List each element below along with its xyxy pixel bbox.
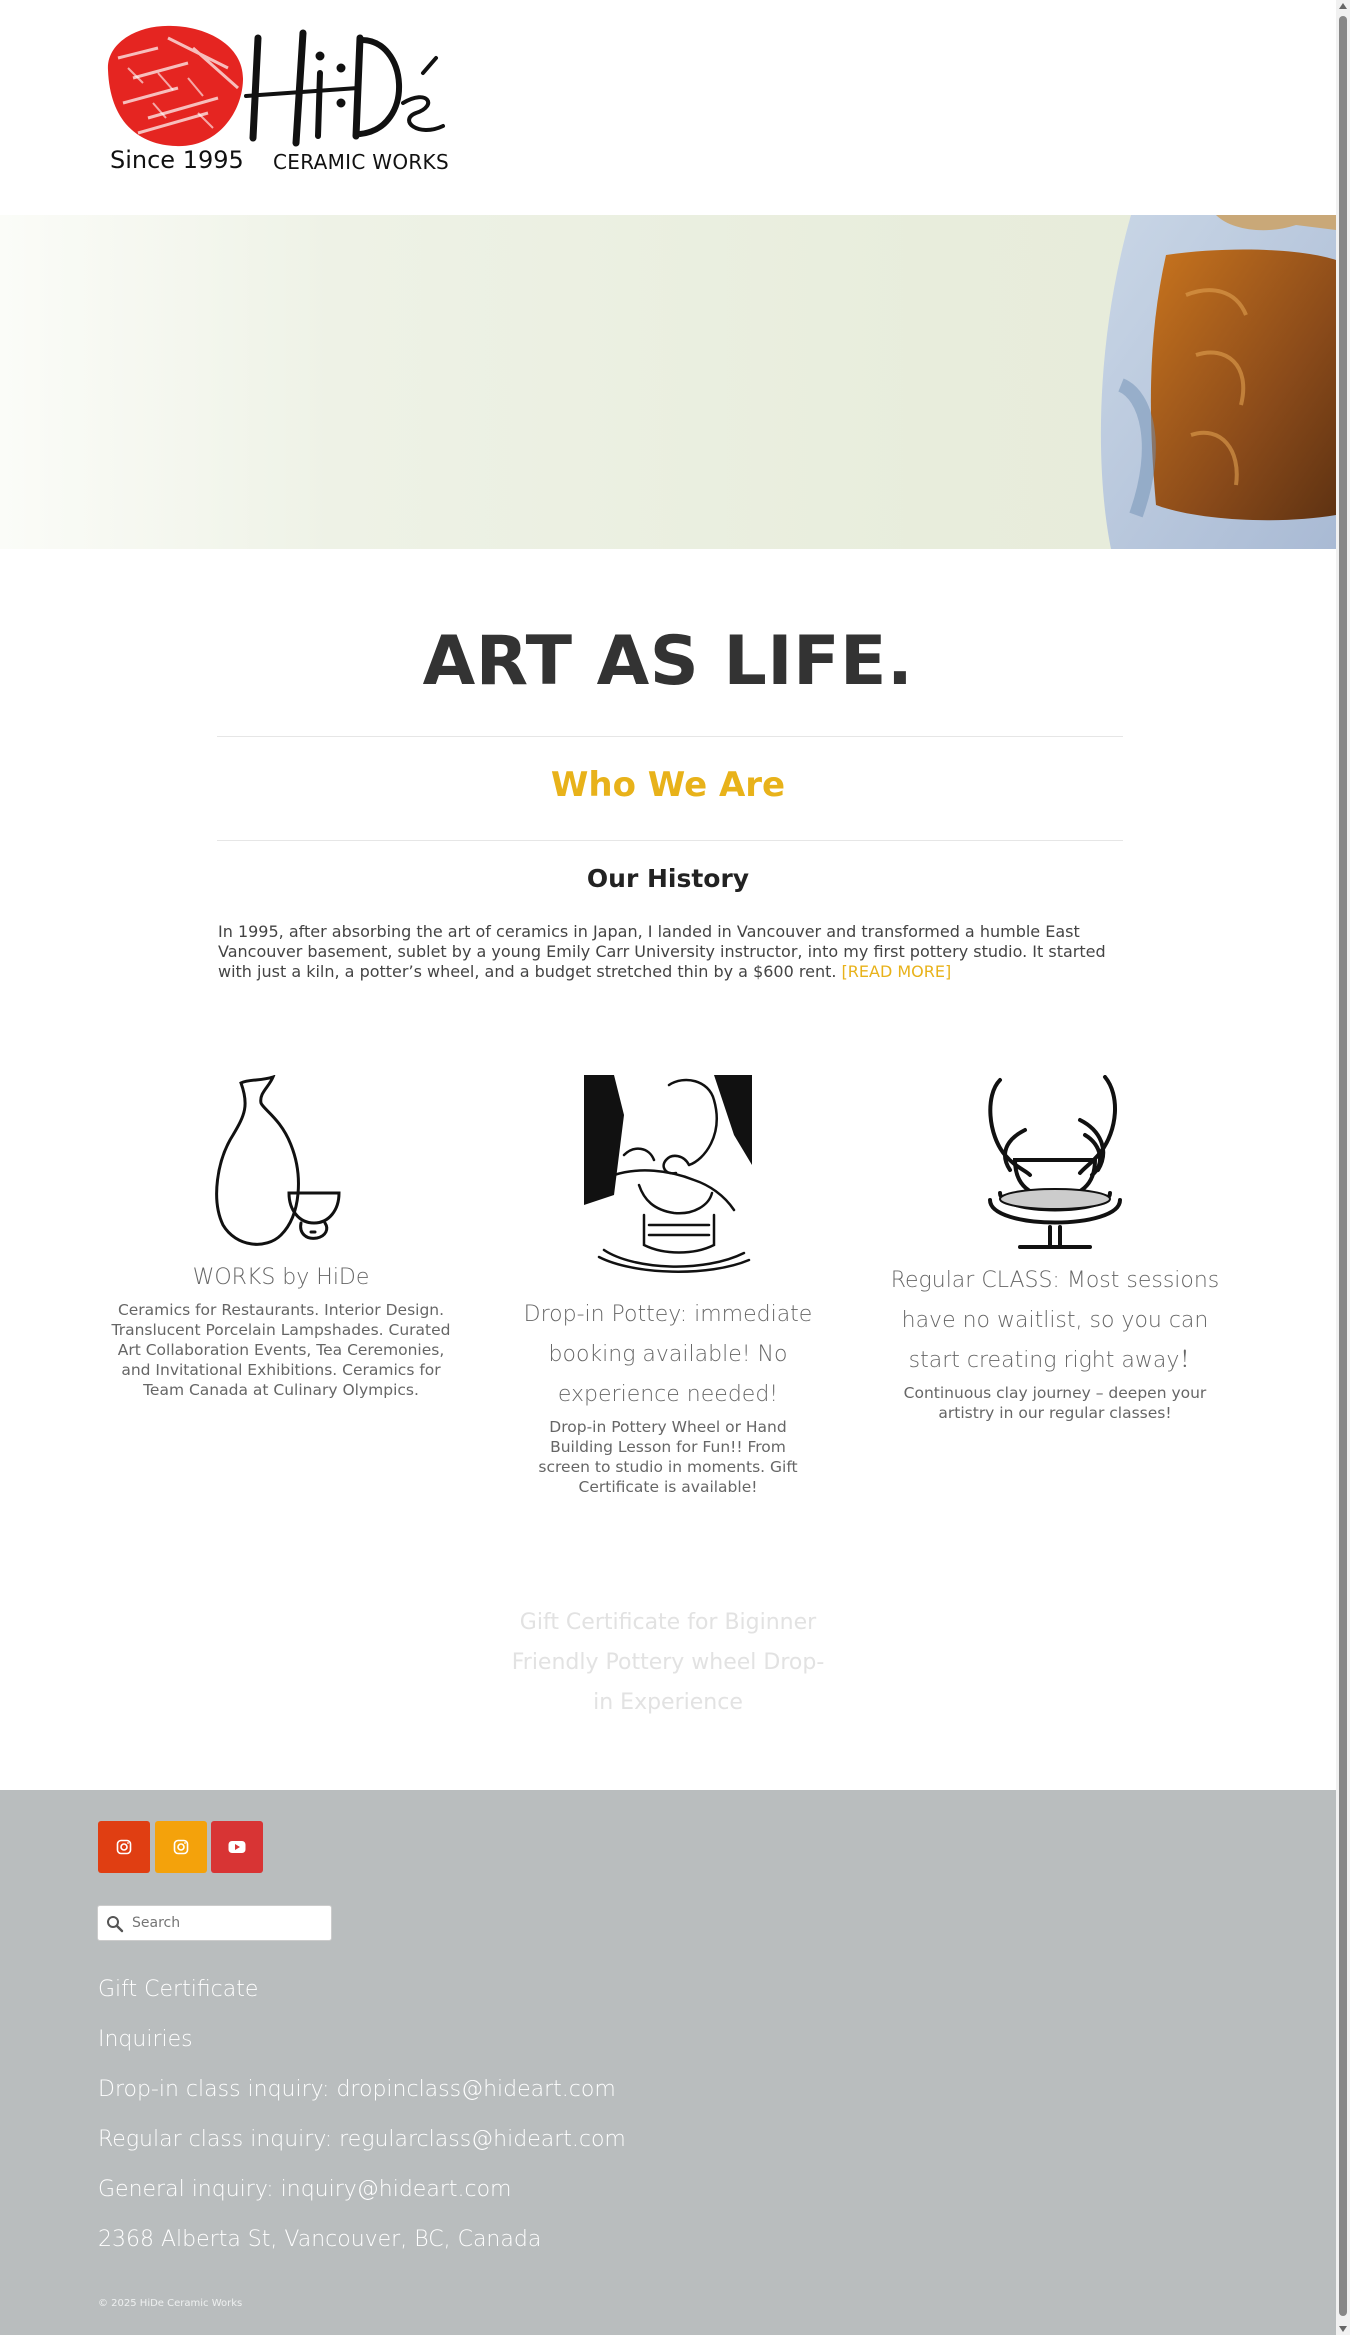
pottery-wheel-hands-icon[interactable] (584, 1075, 752, 1275)
works-description: Ceramics for Restaurants. Interior Design. Translucent Porcelain Lampshades. Curated Art Collaboration Events, Tea Ceremonies, and Invitational Exhibitions. Ceramics for Team Canada at Culinary Olympics. (111, 1301, 451, 1399)
hands-on-wheel-icon[interactable] (980, 1075, 1130, 1253)
read-more-link[interactable]: [READ MORE] (841, 962, 952, 981)
copyright-text: © 2025 HiDe Ceramic Works (98, 2298, 243, 2309)
footer-link-gift-certificate[interactable]: Gift Certificate (98, 1977, 259, 2002)
footer-link-regular-inquiry[interactable]: Regular class inquiry: regularclass@hideart.com (98, 2127, 626, 2152)
instagram-icon (173, 1839, 189, 1855)
scroll-down-arrow-icon[interactable] (1339, 2326, 1347, 2332)
instagram-icon (116, 1839, 132, 1855)
footer-link-inquiries[interactable]: Inquiries (98, 2027, 193, 2052)
dropin-description: Drop-in Pottery Wheel or Hand Building Lesson for Fun!! From screen to studio in moments. Gift Certificate is available! (538, 1418, 798, 1496)
page-scrollbar[interactable] (1336, 0, 1350, 2335)
footer-link-dropin-inquiry[interactable]: Drop-in class inquiry: dropinclass@hideart.com (98, 2077, 616, 2102)
instagram-button[interactable] (98, 1821, 150, 1873)
search-input[interactable] (132, 1912, 322, 1934)
section-subtitle: Who We Are (550, 765, 786, 805)
search-box (97, 1905, 332, 1941)
footer-link-general-inquiry[interactable]: General inquiry: inquiry@hideart.com (98, 2177, 512, 2202)
regular-class-description: Continuous clay journey – deepen your artistry in our regular classes! (903, 1384, 1207, 1422)
logo-mark-icon (98, 18, 458, 148)
history-heading: Our History (586, 864, 750, 893)
youtube-button[interactable] (211, 1821, 263, 1873)
logo-tagline: CERAMIC WORKS (273, 150, 449, 174)
scrollbar-thumb[interactable] (1339, 16, 1347, 2316)
youtube-icon (228, 1840, 246, 1854)
divider (217, 736, 1123, 737)
divider (217, 840, 1123, 841)
works-title[interactable]: WORKS by HiDe (192, 1265, 370, 1290)
history-text (218, 922, 1123, 982)
gift-certificate-promo[interactable]: Gift Certificate for Biginner Friendly Pottery wheel Drop-in Experience (511, 1610, 825, 1715)
site-header (0, 0, 1336, 215)
history-paragraph: In 1995, after absorbing the art of ceramics in Japan, I landed in Vancouver and transformed a humble East Vancouver basement, sublet by a young Emily Carr University instructor, into my first pottery studio. It started with just a kiln, a potter’s wheel, and a budget stretched thin by a $600 rent. (218, 922, 1106, 981)
vase-and-cup-icon[interactable] (211, 1075, 351, 1250)
logo-since-text: Since 1995 (110, 146, 244, 174)
hero-banner (0, 215, 1336, 549)
works-column (111, 1075, 451, 1400)
scroll-up-arrow-icon[interactable] (1339, 3, 1347, 9)
dropin-column (498, 1075, 838, 1497)
site-logo[interactable] (98, 18, 458, 178)
regular-class-column (885, 1075, 1225, 1423)
footer-address[interactable]: 2368 Alberta St, Vancouver, BC, Canada (98, 2227, 542, 2252)
search-icon (106, 1915, 124, 1933)
dropin-title[interactable]: Drop-in Pottey: immediate booking available! No experience needed! (523, 1302, 813, 1407)
regular-class-title[interactable]: Regular CLASS: Most sessions have no waitlist, so you can start creating right away！ (890, 1268, 1220, 1373)
ceramic-piece-photo (1036, 215, 1336, 549)
instagram-button-secondary[interactable] (155, 1821, 207, 1873)
page-title: ART AS LIFE. (422, 622, 914, 701)
